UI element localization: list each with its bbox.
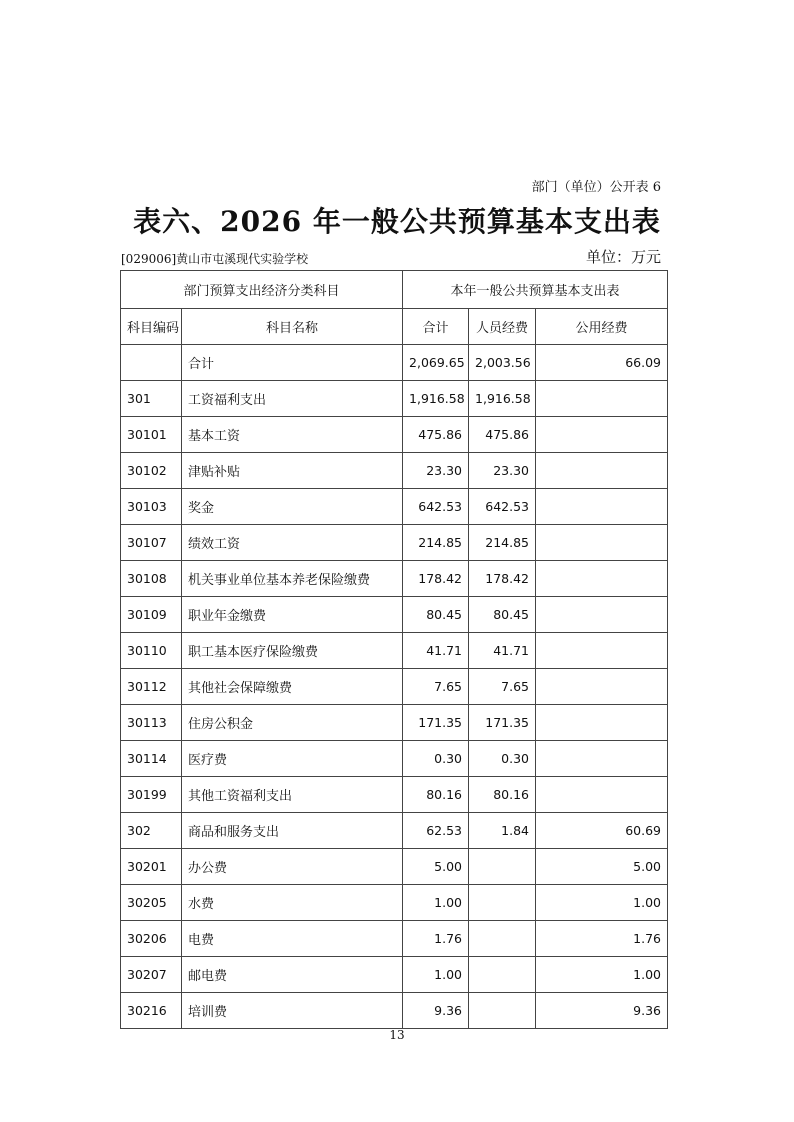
cell-code: 30206 bbox=[121, 921, 182, 957]
cell-code: 301 bbox=[121, 381, 182, 417]
cell-code: 30102 bbox=[121, 453, 182, 489]
column-header-public: 公用经费 bbox=[536, 309, 668, 345]
cell-code: 30199 bbox=[121, 777, 182, 813]
cell-code: 30109 bbox=[121, 597, 182, 633]
table-row bbox=[121, 849, 668, 885]
table-row bbox=[121, 381, 668, 417]
cell-name: 其他社会保障缴费 bbox=[182, 669, 403, 705]
table-row bbox=[121, 489, 668, 525]
cell-personnel bbox=[469, 885, 536, 921]
cell-name: 职业年金缴费 bbox=[182, 597, 403, 633]
cell-code: 30201 bbox=[121, 849, 182, 885]
cell-personnel: 80.16 bbox=[469, 777, 536, 813]
cell-name: 办公费 bbox=[182, 849, 403, 885]
cell-personnel: 475.86 bbox=[469, 417, 536, 453]
cell-code: 30205 bbox=[121, 885, 182, 921]
cell-personnel bbox=[469, 921, 536, 957]
cell-personnel: 171.35 bbox=[469, 705, 536, 741]
cell-total: 171.35 bbox=[403, 705, 469, 741]
cell-total: 475.86 bbox=[403, 417, 469, 453]
table-row bbox=[121, 597, 668, 633]
table-row bbox=[121, 453, 668, 489]
table-row bbox=[121, 957, 668, 993]
cell-personnel: 7.65 bbox=[469, 669, 536, 705]
cell-name: 水费 bbox=[182, 885, 403, 921]
currency-unit-label: 单位：万元 bbox=[585, 248, 661, 266]
cell-total: 0.30 bbox=[403, 741, 469, 777]
cell-public: 60.69 bbox=[536, 813, 668, 849]
cell-name: 合计 bbox=[182, 345, 403, 381]
cell-public bbox=[536, 525, 668, 561]
cell-total: 62.53 bbox=[403, 813, 469, 849]
cell-total: 642.53 bbox=[403, 489, 469, 525]
cell-code: 30107 bbox=[121, 525, 182, 561]
cell-total: 80.16 bbox=[403, 777, 469, 813]
column-header-name: 科目名称 bbox=[182, 309, 403, 345]
cell-code: 30112 bbox=[121, 669, 182, 705]
cell-code: 30101 bbox=[121, 417, 182, 453]
cell-public bbox=[536, 741, 668, 777]
table-row bbox=[121, 921, 668, 957]
cell-total: 41.71 bbox=[403, 633, 469, 669]
group-header-economic-classification: 部门预算支出经济分类科目 bbox=[121, 271, 403, 309]
table-row bbox=[121, 669, 668, 705]
cell-name: 其他工资福利支出 bbox=[182, 777, 403, 813]
cell-personnel bbox=[469, 849, 536, 885]
cell-personnel: 2,003.56 bbox=[469, 345, 536, 381]
group-header-basic-expenditure: 本年一般公共预算基本支出表 bbox=[403, 271, 668, 309]
cell-name: 职工基本医疗保险缴费 bbox=[182, 633, 403, 669]
cell-public bbox=[536, 453, 668, 489]
cell-personnel bbox=[469, 993, 536, 1029]
cell-total: 2,069.65 bbox=[403, 345, 469, 381]
cell-public: 66.09 bbox=[536, 345, 668, 381]
cell-personnel: 178.42 bbox=[469, 561, 536, 597]
cell-public: 1.00 bbox=[536, 957, 668, 993]
cell-public bbox=[536, 417, 668, 453]
table-row bbox=[121, 777, 668, 813]
cell-total: 7.65 bbox=[403, 669, 469, 705]
cell-name: 培训费 bbox=[182, 993, 403, 1029]
cell-name: 住房公积金 bbox=[182, 705, 403, 741]
cell-public bbox=[536, 597, 668, 633]
cell-name: 津贴补贴 bbox=[182, 453, 403, 489]
cell-personnel: 23.30 bbox=[469, 453, 536, 489]
table-row bbox=[121, 633, 668, 669]
cell-total: 1.00 bbox=[403, 885, 469, 921]
table-row bbox=[121, 885, 668, 921]
cell-code bbox=[121, 345, 182, 381]
table-row bbox=[121, 813, 668, 849]
table-row bbox=[121, 417, 668, 453]
table-row bbox=[121, 525, 668, 561]
cell-personnel: 80.45 bbox=[469, 597, 536, 633]
table-reference: 部门（单位）公开表 6 bbox=[531, 180, 661, 195]
cell-code: 30113 bbox=[121, 705, 182, 741]
cell-public bbox=[536, 669, 668, 705]
cell-name: 医疗费 bbox=[182, 741, 403, 777]
cell-name: 绩效工资 bbox=[182, 525, 403, 561]
cell-personnel: 0.30 bbox=[469, 741, 536, 777]
cell-public bbox=[536, 633, 668, 669]
column-header-total: 合计 bbox=[403, 309, 469, 345]
cell-public: 1.00 bbox=[536, 885, 668, 921]
cell-public bbox=[536, 381, 668, 417]
cell-name: 机关事业单位基本养老保险缴费 bbox=[182, 561, 403, 597]
cell-total: 1.00 bbox=[403, 957, 469, 993]
table-column-header-row bbox=[121, 309, 668, 345]
table-row bbox=[121, 345, 668, 381]
cell-public bbox=[536, 777, 668, 813]
cell-public bbox=[536, 561, 668, 597]
cell-total: 80.45 bbox=[403, 597, 469, 633]
cell-total: 214.85 bbox=[403, 525, 469, 561]
table-row bbox=[121, 561, 668, 597]
cell-personnel: 1,916.58 bbox=[469, 381, 536, 417]
table-group-header-row bbox=[121, 271, 668, 309]
cell-total: 1.76 bbox=[403, 921, 469, 957]
cell-code: 302 bbox=[121, 813, 182, 849]
cell-name: 邮电费 bbox=[182, 957, 403, 993]
cell-name: 电费 bbox=[182, 921, 403, 957]
cell-personnel: 1.84 bbox=[469, 813, 536, 849]
cell-total: 9.36 bbox=[403, 993, 469, 1029]
cell-personnel: 642.53 bbox=[469, 489, 536, 525]
cell-code: 30103 bbox=[121, 489, 182, 525]
cell-total: 23.30 bbox=[403, 453, 469, 489]
cell-name: 基本工资 bbox=[182, 417, 403, 453]
cell-public bbox=[536, 489, 668, 525]
table-row bbox=[121, 741, 668, 777]
column-header-code: 科目编码 bbox=[121, 309, 182, 345]
cell-code: 30110 bbox=[121, 633, 182, 669]
cell-public: 9.36 bbox=[536, 993, 668, 1029]
cell-code: 30114 bbox=[121, 741, 182, 777]
cell-personnel bbox=[469, 957, 536, 993]
table-row bbox=[121, 993, 668, 1029]
column-header-personnel: 人员经费 bbox=[469, 309, 536, 345]
cell-name: 工资福利支出 bbox=[182, 381, 403, 417]
cell-total: 1,916.58 bbox=[403, 381, 469, 417]
cell-personnel: 214.85 bbox=[469, 525, 536, 561]
unit-name: [029006]黄山市屯溪现代实验学校 bbox=[121, 252, 309, 266]
cell-public bbox=[536, 705, 668, 741]
cell-personnel: 41.71 bbox=[469, 633, 536, 669]
table-row bbox=[121, 705, 668, 741]
cell-code: 30108 bbox=[121, 561, 182, 597]
page-number: 13 bbox=[389, 1028, 405, 1042]
budget-table bbox=[120, 270, 668, 1029]
cell-name: 奖金 bbox=[182, 489, 403, 525]
cell-public: 5.00 bbox=[536, 849, 668, 885]
cell-total: 5.00 bbox=[403, 849, 469, 885]
cell-total: 178.42 bbox=[403, 561, 469, 597]
cell-code: 30216 bbox=[121, 993, 182, 1029]
cell-name: 商品和服务支出 bbox=[182, 813, 403, 849]
page-title: 表六、2026 年一般公共预算基本支出表 bbox=[133, 205, 661, 238]
cell-public: 1.76 bbox=[536, 921, 668, 957]
cell-code: 30207 bbox=[121, 957, 182, 993]
